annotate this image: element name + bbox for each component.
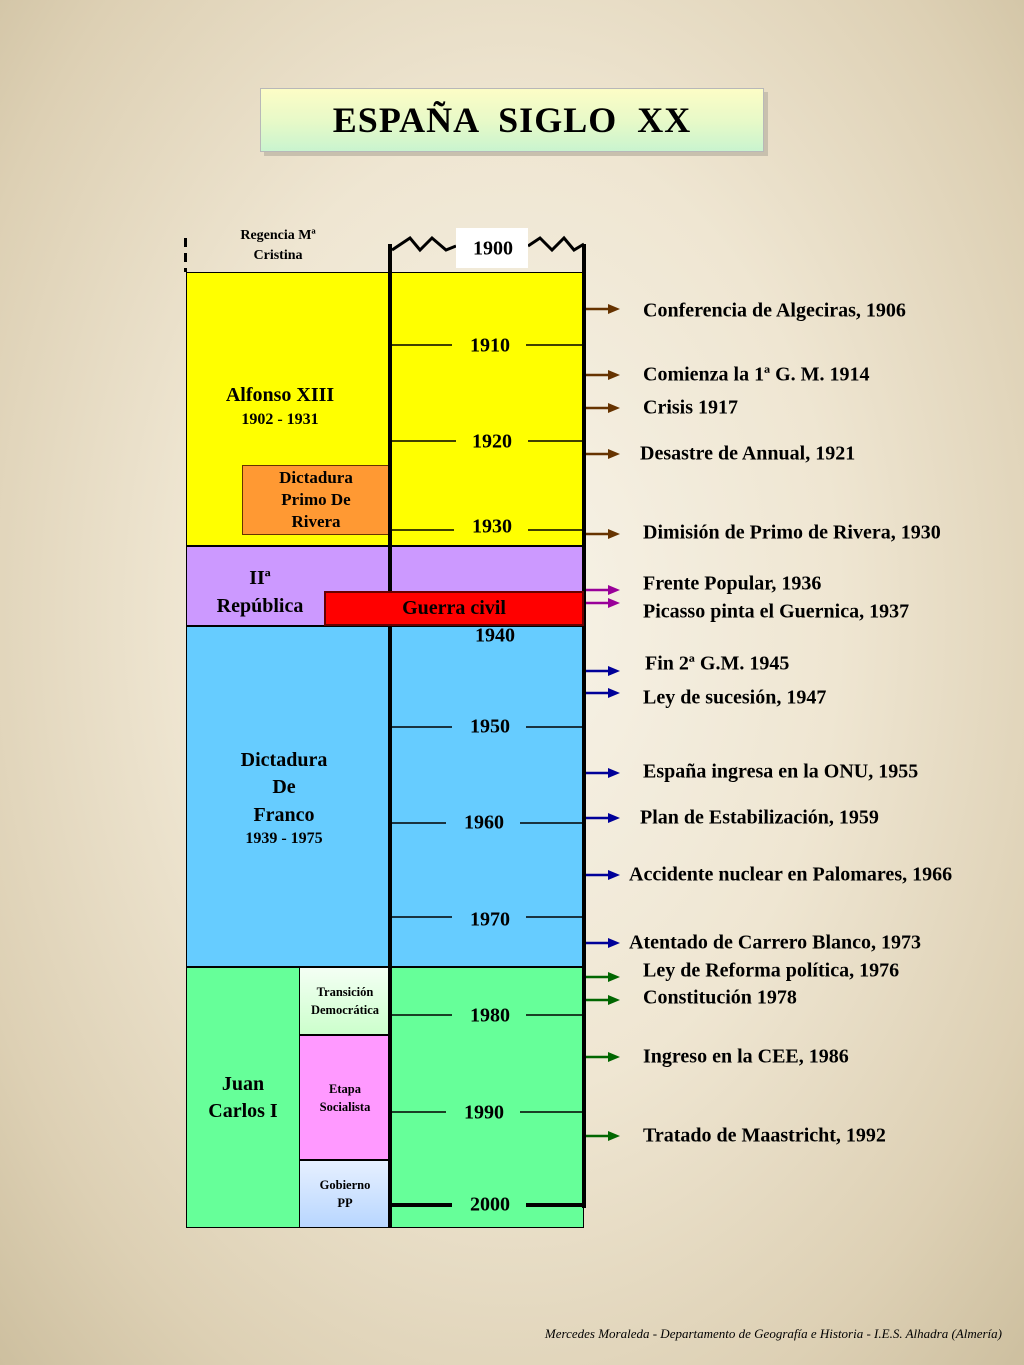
year-label-1940: 1940: [475, 624, 515, 647]
event-arrow-head: [608, 870, 620, 880]
year-label-1970: 1970: [470, 908, 510, 931]
socialista-line1: Etapa: [329, 1081, 361, 1096]
event-arrow-head: [608, 449, 620, 459]
year-label-1980: 1980: [470, 1004, 510, 1027]
event-label: Atentado de Carrero Blanco, 1973: [629, 931, 922, 954]
event-arrow-head: [608, 768, 620, 778]
year-label-1920: 1920: [472, 430, 512, 453]
event-arrow-head: [608, 938, 620, 948]
primo-label: Dictadura Primo De Rivera: [279, 468, 353, 531]
franco-line3: Franco: [253, 804, 315, 826]
event-arrow-head: [608, 666, 620, 676]
year-label-1950: 1950: [470, 715, 510, 738]
alfonso-name: Alfonso XIII: [225, 384, 335, 406]
guerra-label: Guerra civil: [402, 597, 506, 619]
transicion-line1: Transición: [316, 985, 374, 999]
event-label: Tratado de Maastricht, 1992: [643, 1124, 886, 1147]
event-label: Constitución 1978: [643, 986, 797, 1009]
axis-break-left: [392, 238, 456, 250]
event-arrow-head: [608, 370, 620, 380]
year-label-1930: 1930: [472, 515, 512, 538]
event-arrow-head: [608, 1131, 620, 1141]
event-arrow-head: [608, 585, 620, 595]
year-label-2000: 2000: [470, 1193, 510, 1216]
socialista-line2: Socialista: [319, 1099, 371, 1114]
year-label-1910: 1910: [470, 334, 510, 357]
event-label: Ley de sucesión, 1947: [643, 686, 827, 709]
event-label: Desastre de Annual, 1921: [640, 442, 856, 465]
event-arrow-head: [608, 403, 620, 413]
event-label: Ley de Reforma política, 1976: [643, 959, 900, 982]
year-label-1990: 1990: [464, 1101, 504, 1124]
period-guerra-civil: [324, 591, 584, 626]
period-socialista: [299, 1035, 391, 1160]
event-arrow-head: [608, 598, 620, 608]
event-label: Ingreso en la CEE, 1986: [643, 1045, 849, 1068]
period-primo-de-rivera: [242, 465, 390, 535]
year-label-1960: 1960: [464, 811, 504, 834]
pp-line2: PP: [337, 1196, 353, 1210]
event-arrow-head: [608, 813, 620, 823]
year-label-1900: 1900: [473, 237, 513, 260]
franco-line2: De: [272, 776, 296, 798]
republica-line2: República: [216, 595, 304, 617]
franco-dates: 1939 - 1975: [245, 830, 323, 847]
transicion-line2: Democrática: [310, 1003, 380, 1017]
period-transicion: [299, 967, 391, 1035]
event-arrow-head: [608, 972, 620, 982]
event-arrows: [586, 304, 620, 1141]
event-label: Picasso pinta el Guernica, 1937: [643, 600, 910, 623]
alfonso-dates: 1902 - 1931: [241, 411, 319, 428]
event-label: Plan de Estabilización, 1959: [640, 806, 879, 829]
event-label: Frente Popular, 1936: [643, 572, 822, 595]
regencia-marker: [184, 238, 187, 272]
page-title: ESPAÑA SIGLO XX: [260, 88, 764, 152]
event-arrow-head: [608, 529, 620, 539]
event-label: Conferencia de Algeciras, 1906: [643, 299, 906, 322]
period-gobierno-pp: [299, 1160, 391, 1228]
axis-break-right: [528, 238, 584, 250]
event-label: Crisis 1917: [643, 396, 738, 419]
event-label: Accidente nuclear en Palomares, 1966: [629, 863, 953, 886]
event-arrow-head: [608, 688, 620, 698]
credit-footer: Mercedes Moraleda - Departamento de Geografía e Historia - I.E.S. Alhadra (Almería): [544, 1326, 1002, 1341]
event-arrow-head: [608, 1052, 620, 1062]
franco-line1: Dictadura: [240, 749, 328, 771]
event-label: España ingresa en la ONU, 1955: [643, 760, 919, 783]
pp-line1: Gobierno: [319, 1178, 371, 1192]
event-label: Dimisión de Primo de Rivera, 1930: [643, 521, 941, 544]
republica-line1: IIª: [249, 567, 271, 589]
event-arrow-head: [608, 995, 620, 1005]
event-label: Fin 2ª G.M. 1945: [645, 652, 790, 675]
event-arrow-head: [608, 304, 620, 314]
regencia-label: Regencia Mª Cristina: [240, 228, 316, 263]
event-label: Comienza la 1ª G. M. 1914: [643, 363, 870, 386]
juan-carlos-line2: Carlos I: [208, 1100, 278, 1122]
juan-carlos-line1: Juan: [221, 1073, 265, 1095]
